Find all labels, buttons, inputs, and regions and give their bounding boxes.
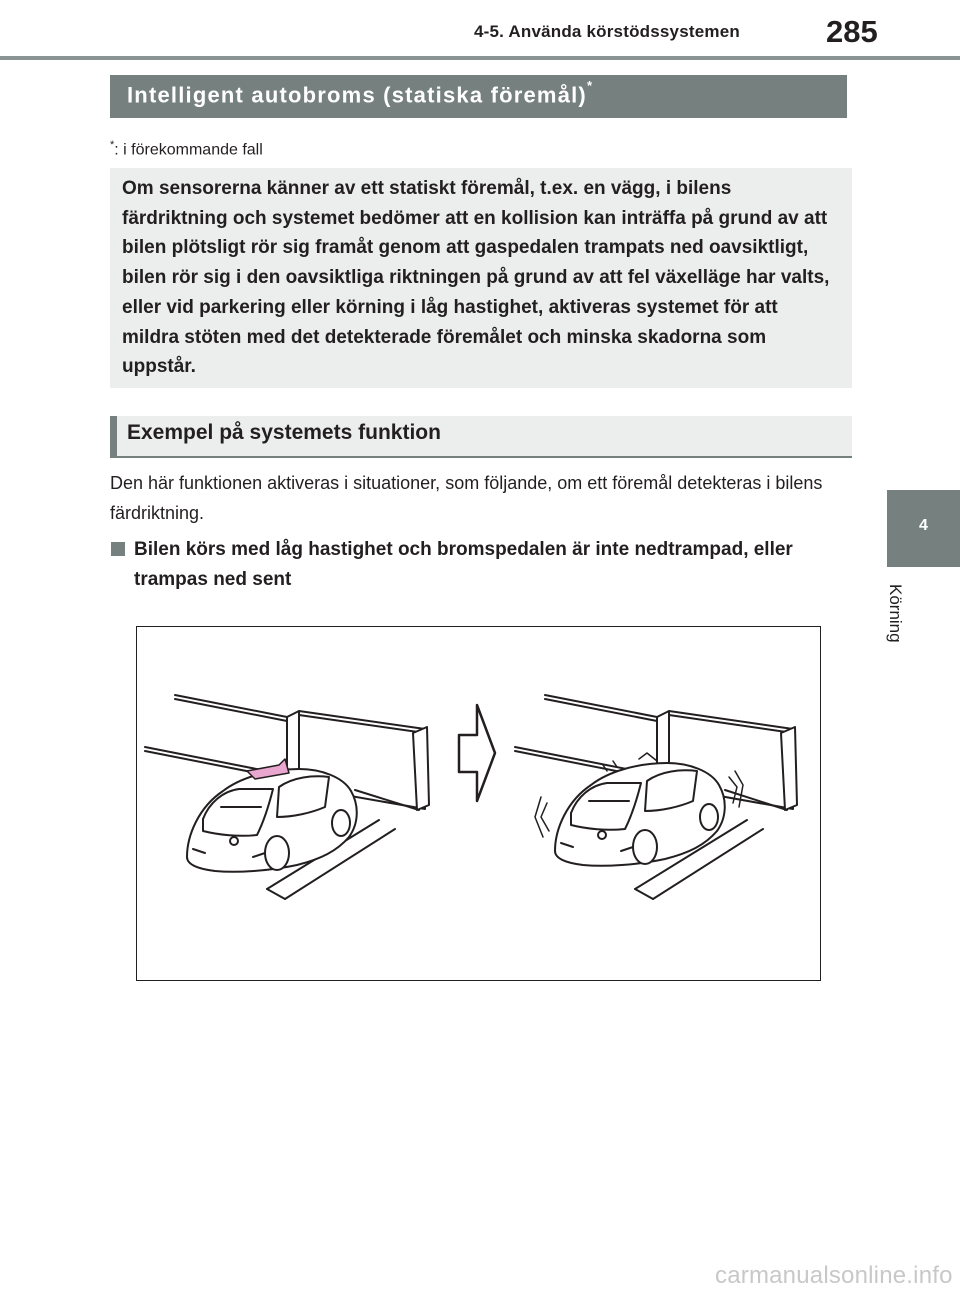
watermark: carmanualsonline.info [715, 1262, 953, 1289]
chapter-tab [887, 490, 960, 567]
bullet-heading: Bilen körs med låg hastighet och bromspedalen är inte nedtrampad, eller trampas ned sent [134, 539, 793, 590]
header-divider [0, 56, 960, 60]
summary-box [110, 168, 852, 388]
parking-illustration [137, 627, 822, 982]
section-header: 4-5. Använda körstödssystemen [474, 22, 740, 41]
footnote-asterisk: * [110, 139, 115, 151]
transition-arrow [459, 705, 495, 801]
footnote [110, 139, 263, 159]
illustration-frame [136, 626, 821, 981]
section-title-bar [110, 75, 847, 118]
sub-heading: Exempel på systemets funktion [110, 416, 852, 458]
chapter-number: 4 [919, 517, 928, 534]
page-number: 285 [826, 14, 878, 49]
scene-before [145, 695, 429, 899]
summary-text: Om sensorerna känner av ett statiskt föremål, t.ex. en vägg, i bilens färdriktning och systemet bedömer att en kollision kan inträffa på grund av att bilen plötsligt rör sig framåt genom att gaspedalen trampats ned oavsiktligt, bilen rör sig i den oavsiktliga riktningen på grund av att fel växelläge har valts, eller vid parkering eller körning i låg hastighet, aktiveras systemet för att mildra stöten med det detekterade föremålet och minska skadorna som uppstår. [122, 178, 830, 378]
footnote-marker: * [586, 78, 593, 93]
body-paragraph: Den här funktionen aktiveras i situationer, som följande, om ett föremål detekteras i bilens färdriktning. [110, 473, 823, 523]
footnote-text: : i förekommande fall [114, 141, 263, 159]
chapter-label: Körning [886, 584, 905, 643]
chapter-label-wrap [880, 584, 930, 664]
scene-after [515, 695, 797, 899]
section-title: Intelligent autobroms (statiska föremål) [127, 82, 587, 108]
square-bullet-icon [111, 542, 125, 556]
